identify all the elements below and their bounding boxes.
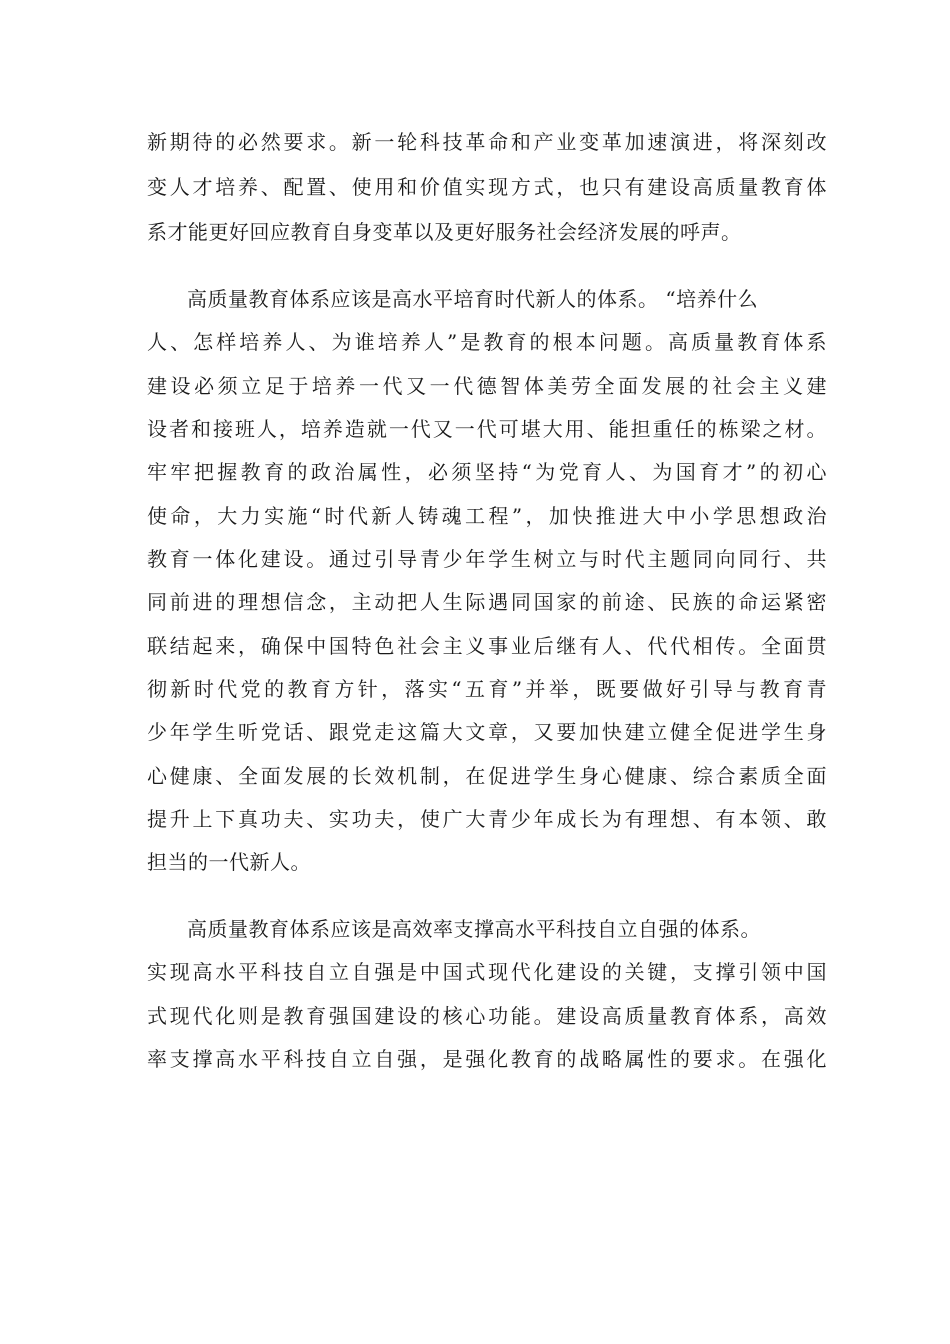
paragraph-line: 同前进的理想信念，主动把人生际遇同国家的前途、民族的命运紧密 — [147, 590, 827, 614]
paragraph-line: 式现代化则是教育强国建设的核心功能。建设高质量教育体系，高效 — [147, 1004, 827, 1028]
paragraph-line: 牢牢把握教育的政治属性，必须坚持“为党育人、为国育才”的初心 — [147, 460, 827, 484]
paragraph-line: 系才能更好回应教育自身变革以及更好服务社会经济发展的呼声。 — [147, 220, 742, 244]
paragraph-line: 高质量教育体系应该是高水平培育时代新人的体系。 “培养什么 — [187, 287, 759, 311]
paragraph-line: 联结起来，确保中国特色社会主义事业后继有人、代代相传。全面贯 — [147, 634, 827, 658]
paragraph-line: 设者和接班人，培养造就一代又一代可堪大用、能担重任的栋梁之材。 — [147, 417, 827, 441]
paragraph-line: 新期待的必然要求。新一轮科技革命和产业变革加速演进，将深刻改 — [147, 130, 827, 154]
paragraph-line: 提升上下真功夫、实功夫，使广大青少年成长为有理想、有本领、敢 — [147, 807, 827, 831]
paragraph-line: 率支撑高水平科技自立自强，是强化教育的战略属性的要求。在强化 — [147, 1047, 827, 1071]
paragraph-line: 建设必须立足于培养一代又一代德智体美劳全面发展的社会主义建 — [147, 374, 827, 398]
paragraph-line: 心健康、全面发展的长效机制，在促进学生身心健康、综合素质全面 — [147, 764, 827, 788]
paragraph-line: 彻新时代党的教育方针，落实“五育”并举，既要做好引导与教育青 — [147, 677, 827, 701]
paragraph-line: 教育一体化建设。通过引导青少年学生树立与时代主题同向同行、共 — [147, 547, 827, 571]
paragraph-line: 少年学生听党话、跟党走这篇大文章，又要加快建立健全促进学生身 — [147, 720, 827, 744]
paragraph-line: 使命，大力实施“时代新人铸魂工程”，加快推进大中小学思想政治 — [147, 504, 827, 528]
paragraph-line: 实现高水平科技自立自强是中国式现代化建设的关键，支撑引领中国 — [147, 960, 827, 984]
paragraph-line: 变人才培养、配置、使用和价值实现方式，也只有建设高质量教育体 — [147, 175, 827, 199]
paragraph-line: 高质量教育体系应该是高效率支撑高水平科技自立自强的体系。 — [187, 917, 761, 941]
paragraph-line: 担当的一代新人。 — [147, 850, 311, 874]
paragraph-line: 人、怎样培养人、为谁培养人”是教育的根本问题。高质量教育体系 — [147, 330, 827, 354]
